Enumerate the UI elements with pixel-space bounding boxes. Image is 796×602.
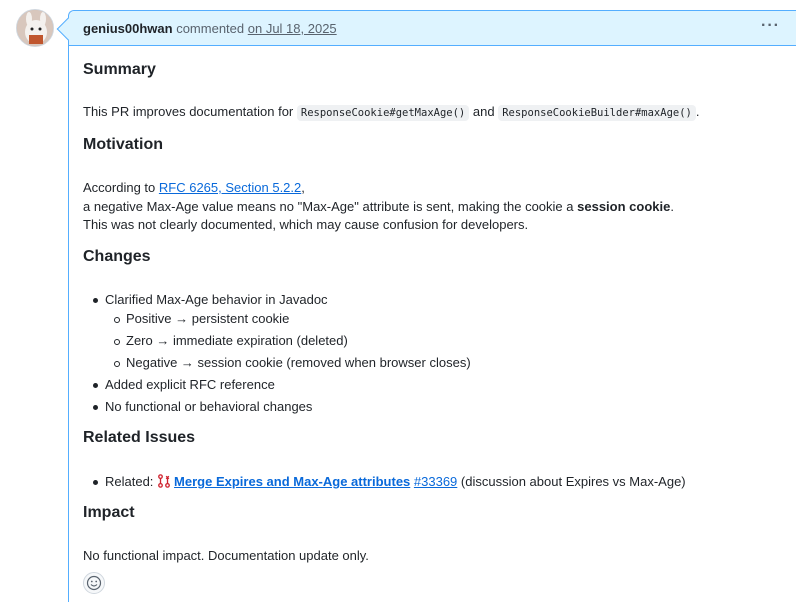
add-reaction-button[interactable] [83, 572, 105, 594]
heading-related-issues: Related Issues [83, 429, 196, 446]
summary-text [83, 103, 700, 122]
motivation-line1-suffix: , [301, 180, 305, 195]
avatar[interactable] [16, 9, 54, 47]
code-getmaxage: ResponseCookie#getMaxAge() [297, 105, 469, 121]
motivation-line2-suffix: . [670, 199, 674, 214]
heading-changes: Changes [83, 248, 151, 265]
comment-action: commented [176, 21, 245, 36]
impact-text: No functional impact. Documentation update only. [83, 548, 369, 563]
heading-motivation: Motivation [83, 136, 163, 153]
comment-header [69, 11, 796, 46]
motivation-line3: This was not clearly documented, which may cause confusion for developers. [83, 217, 529, 232]
issue-number-link[interactable]: #33369 [413, 474, 458, 489]
smiley-icon [84, 573, 104, 593]
session-cookie-bold: session cookie [577, 199, 671, 214]
motivation-line1-prefix: According to [83, 180, 156, 195]
list-item: No functional or behavioral changes [105, 399, 313, 414]
motivation-line2 [83, 198, 674, 216]
rfc-link[interactable]: RFC 6265, Section 5.2.2 [158, 180, 302, 195]
avatar-image [17, 10, 54, 47]
code-maxage: ResponseCookieBuilder#maxAge() [498, 105, 696, 121]
summary-text-before: This PR improves documentation for [83, 104, 294, 119]
related-prefix: Related: [105, 474, 154, 489]
motivation-line1 [83, 179, 305, 197]
related-issue-item [105, 473, 686, 491]
list-item: Zero → immediate expiration (deleted) [126, 333, 348, 348]
summary-text-after: . [695, 104, 700, 119]
list-item: Added explicit RFC reference [105, 377, 275, 392]
motivation-line2-prefix: a negative Max-Age value means no "Max-Age" attribute is sent, making the cookie a [83, 199, 574, 214]
heading-impact: Impact [83, 504, 135, 521]
summary-text-and: and [472, 104, 495, 119]
comment-date-link[interactable]: on Jul 18, 2025 [247, 21, 337, 36]
header-caret [57, 18, 80, 41]
comment-box [68, 10, 796, 602]
list-item: Positive → persistent cookie [126, 311, 290, 326]
list-item: Negative → session cookie (removed when browser closes) [126, 355, 471, 370]
author-link[interactable]: genius00hwan [83, 21, 173, 36]
related-suffix: (discussion about Expires vs Max-Age) [460, 474, 686, 489]
pull-request-icon [157, 474, 171, 488]
heading-summary: Summary [83, 61, 156, 78]
list-item: Clarified Max-Age behavior in Javadoc [105, 292, 328, 307]
comment-meta [83, 21, 337, 36]
issue-title-link[interactable]: Merge Expires and Max-Age attributes [174, 474, 411, 489]
kebab-icon[interactable]: ··· [761, 17, 780, 34]
